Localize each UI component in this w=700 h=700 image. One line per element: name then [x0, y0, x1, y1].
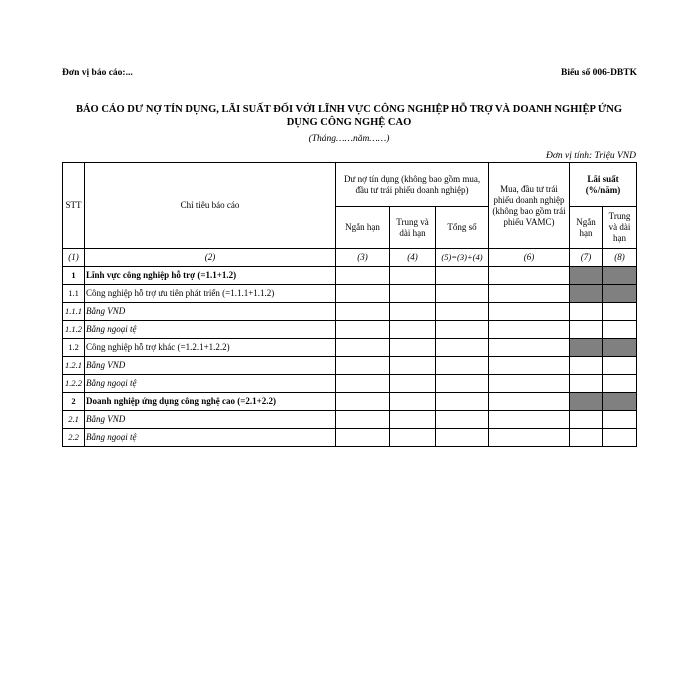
header-short-term: Ngắn hạn — [336, 207, 390, 249]
cell-total[interactable] — [436, 303, 489, 321]
cell-short-term[interactable] — [336, 357, 390, 375]
unit-label: Đơn vị tính: Triệu VND — [545, 151, 636, 161]
cell-rate-short[interactable] — [570, 357, 603, 375]
cell-short-term[interactable] — [336, 393, 390, 411]
cell-bonds[interactable] — [489, 411, 570, 429]
cell-rate-long[interactable] — [603, 375, 637, 393]
cell-rate-long[interactable] — [603, 303, 637, 321]
cell-medium-long[interactable] — [390, 357, 436, 375]
cell-bonds[interactable] — [489, 267, 570, 285]
row-label: Bằng ngoại tệ — [85, 321, 336, 339]
cell-rate-long[interactable] — [603, 429, 637, 447]
row-label: Bằng VND — [85, 303, 336, 321]
row-stt: 2.2 — [63, 429, 85, 447]
cell-medium-long[interactable] — [390, 267, 436, 285]
table-row — [63, 321, 637, 339]
column-number: (8) — [603, 249, 637, 267]
row-label: Bằng ngoại tệ — [85, 429, 336, 447]
cell-rate-short[interactable] — [570, 321, 603, 339]
shaded-cell — [570, 267, 603, 285]
column-number: (2) — [85, 249, 336, 267]
cell-short-term[interactable] — [336, 285, 390, 303]
cell-bonds[interactable] — [489, 429, 570, 447]
cell-rate-short[interactable] — [570, 429, 603, 447]
cell-bonds[interactable] — [489, 303, 570, 321]
cell-short-term[interactable] — [336, 303, 390, 321]
row-label: Bằng ngoại tệ — [85, 375, 336, 393]
column-number-row — [63, 249, 637, 267]
table-row — [63, 393, 637, 411]
cell-short-term[interactable] — [336, 267, 390, 285]
cell-bonds[interactable] — [489, 393, 570, 411]
cell-bonds[interactable] — [489, 357, 570, 375]
cell-short-term[interactable] — [336, 321, 390, 339]
column-number: (7) — [570, 249, 603, 267]
column-number: (1) — [63, 249, 85, 267]
row-stt: 1.1.1 — [63, 303, 85, 321]
cell-medium-long[interactable] — [390, 375, 436, 393]
table-row — [63, 411, 637, 429]
table-row — [63, 429, 637, 447]
cell-total[interactable] — [436, 321, 489, 339]
reporting-unit: Đơn vị báo cáo:... — [62, 68, 133, 78]
cell-rate-long[interactable] — [603, 321, 637, 339]
column-number: (3) — [336, 249, 390, 267]
cell-rate-long[interactable] — [603, 411, 637, 429]
cell-medium-long[interactable] — [390, 429, 436, 447]
table-row — [63, 285, 637, 303]
row-label: Công nghiệp hỗ trợ khác (=1.2.1+1.2.2) — [85, 339, 336, 357]
cell-total[interactable] — [436, 393, 489, 411]
column-number: (6) — [489, 249, 570, 267]
cell-short-term[interactable] — [336, 429, 390, 447]
cell-total[interactable] — [436, 411, 489, 429]
row-stt: 1.1 — [63, 285, 85, 303]
report-title — [62, 103, 636, 129]
cell-rate-short[interactable] — [570, 303, 603, 321]
row-label: Doanh nghiệp ứng dụng công nghệ cao (=2.1+2.2) — [85, 393, 336, 411]
shaded-cell — [570, 339, 603, 357]
row-label: Bằng VND — [85, 357, 336, 375]
cell-total[interactable] — [436, 339, 489, 357]
header-medium-long: Trung và dài hạn — [390, 207, 436, 249]
cell-total[interactable] — [436, 267, 489, 285]
cell-rate-short[interactable] — [570, 411, 603, 429]
table-row — [63, 375, 637, 393]
header-total: Tổng số — [436, 207, 489, 249]
row-stt: 2 — [63, 393, 85, 411]
column-number: (5)=(3)+(4) — [436, 249, 489, 267]
header-indicator: Chỉ tiêu báo cáo — [85, 163, 336, 249]
cell-short-term[interactable] — [336, 375, 390, 393]
cell-medium-long[interactable] — [390, 339, 436, 357]
cell-bonds[interactable] — [489, 285, 570, 303]
cell-medium-long[interactable] — [390, 303, 436, 321]
cell-medium-long[interactable] — [390, 321, 436, 339]
header-rate-long: Trung và dài hạn — [603, 207, 637, 249]
table-row — [63, 303, 637, 321]
column-number: (4) — [390, 249, 436, 267]
shaded-cell — [603, 267, 637, 285]
report-title-line2: DỤNG CÔNG NGHỆ CAO — [286, 117, 412, 128]
table-row — [63, 339, 637, 357]
row-stt: 1 — [63, 267, 85, 285]
row-label: Bằng VND — [85, 411, 336, 429]
header-rate-group: Lãi suất (%/năm) — [570, 163, 637, 207]
cell-bonds[interactable] — [489, 321, 570, 339]
row-stt: 1.2.1 — [63, 357, 85, 375]
cell-short-term[interactable] — [336, 411, 390, 429]
cell-medium-long[interactable] — [390, 285, 436, 303]
cell-total[interactable] — [436, 429, 489, 447]
cell-bonds[interactable] — [489, 339, 570, 357]
cell-total[interactable] — [436, 375, 489, 393]
cell-medium-long[interactable] — [390, 393, 436, 411]
row-stt: 1.2.2 — [63, 375, 85, 393]
header-credit-group: Dư nợ tín dụng (không bao gồm mua, đầu tư trái phiếu doanh nghiệp) — [336, 163, 489, 207]
header-rate-short: Ngắn hạn — [570, 207, 603, 249]
shaded-cell — [603, 339, 637, 357]
row-label: Công nghiệp hỗ trợ ưu tiên phát triển (=1.1.1+1.1.2) — [85, 285, 336, 303]
row-stt: 2.1 — [63, 411, 85, 429]
shaded-cell — [603, 285, 637, 303]
cell-short-term[interactable] — [336, 339, 390, 357]
cell-total[interactable] — [436, 285, 489, 303]
shaded-cell — [603, 393, 637, 411]
shaded-cell — [570, 393, 603, 411]
row-stt: 1.1.2 — [63, 321, 85, 339]
table-row — [63, 357, 637, 375]
table-row — [63, 267, 637, 285]
row-label: Lĩnh vực công nghiệp hỗ trợ (=1.1+1.2) — [85, 267, 336, 285]
shaded-cell — [570, 285, 603, 303]
report-title-line1: BÁO CÁO DƯ NỢ TÍN DỤNG, LÃI SUẤT ĐỐI VỚI LĨNH VỰC CÔNG NGHIỆP HỖ TRỢ VÀ DOANH NGHIỆP ỨNG — [75, 104, 623, 115]
form-number: Biểu số 006-DBTK — [560, 68, 637, 78]
cell-bonds[interactable] — [489, 375, 570, 393]
header-bonds: Mua, đầu tư trái phiếu doanh nghiệp (không bao gồm trái phiếu VAMC) — [489, 163, 570, 249]
cell-rate-long[interactable] — [603, 357, 637, 375]
header-stt: STT — [63, 163, 85, 249]
cell-medium-long[interactable] — [390, 411, 436, 429]
cell-total[interactable] — [436, 357, 489, 375]
row-stt: 1.2 — [63, 339, 85, 357]
report-table — [62, 162, 637, 447]
cell-rate-short[interactable] — [570, 375, 603, 393]
report-period: (Tháng……năm……) — [308, 134, 390, 144]
